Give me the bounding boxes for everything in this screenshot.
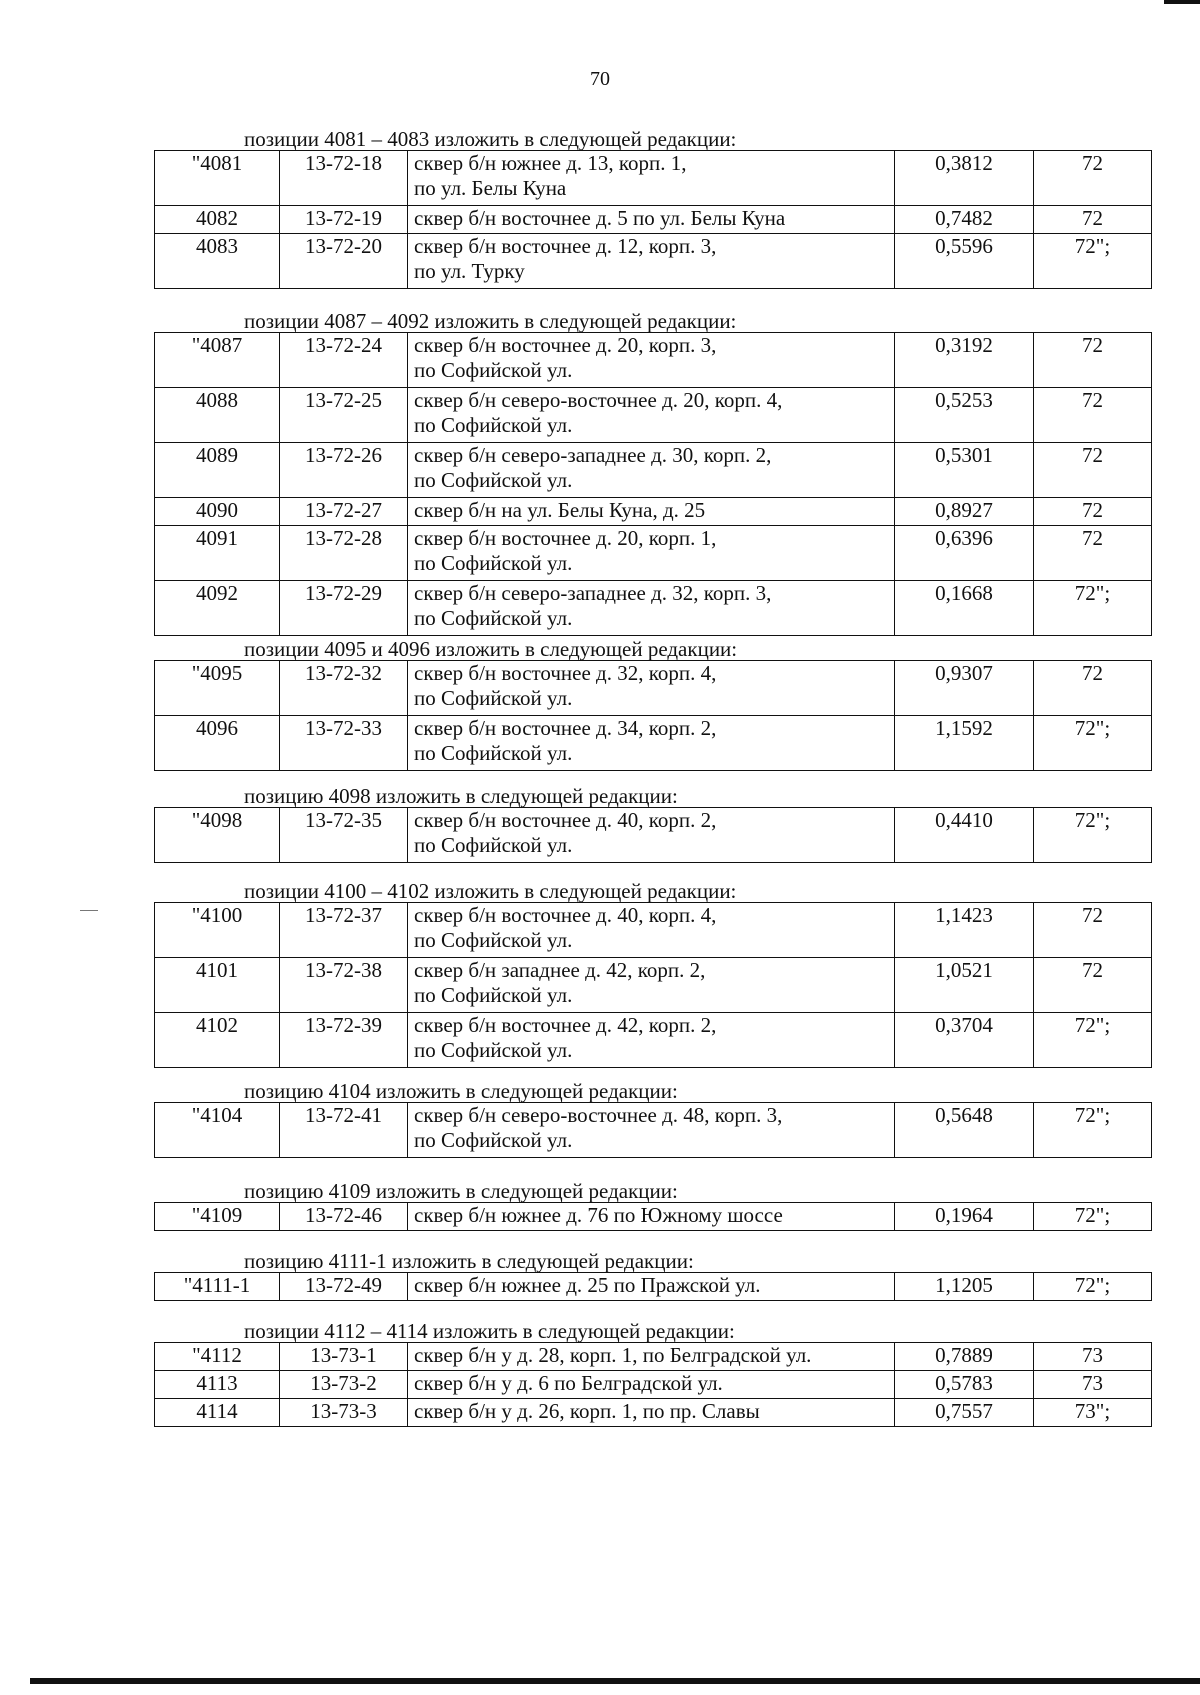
area-value-cell [895,498,1034,526]
description-line-2: по Софийской ул. [414,413,573,437]
registry-code: 13-72-39 [305,1013,382,1037]
position-number: "4100 [191,903,243,927]
area-value: 0,3704 [935,1013,993,1037]
zone-number: 72"; [1074,716,1111,740]
zone-number-cell [1034,234,1152,289]
area-value: 0,3812 [935,151,993,175]
area-value: 0,4410 [935,808,993,832]
area-value: 0,5253 [935,388,993,412]
zone-number-cell [1034,808,1152,863]
table-row [155,1013,1152,1068]
description-line-1: сквер б/н у д. 28, корп. 1, по Белградской ул. [414,1343,812,1367]
zone-number-cell [1034,1399,1152,1427]
area-value: 0,8927 [935,498,993,522]
position-number: 4090 [196,498,238,522]
positions-table [154,902,1152,1068]
registry-code-cell [280,333,408,388]
zone-number: 72 [1082,661,1103,685]
position-number: 4096 [196,716,238,740]
area-value: 0,9307 [935,661,993,685]
area-value: 0,5648 [935,1103,993,1127]
registry-code: 13-72-49 [305,1273,382,1297]
description-line-1: сквер б/н северо-западнее д. 30, корп. 2, [414,443,772,467]
description-line-1: сквер б/н южнее д. 13, корп. 1, [414,151,687,175]
registry-code-cell [280,661,408,716]
description-line-1: сквер б/н восточнее д. 34, корп. 2, [414,716,717,740]
registry-code-cell [280,958,408,1013]
area-value-cell [895,1013,1034,1068]
zone-number-cell [1034,1013,1152,1068]
description-line-1: сквер б/н у д. 6 по Белградской ул. [414,1371,723,1395]
registry-code: 13-72-20 [305,234,382,258]
description-line-2: по Софийской ул. [414,928,573,952]
table-row [155,1399,1152,1427]
registry-code: 13-72-37 [305,903,382,927]
area-value: 1,1423 [935,903,993,927]
position-number-cell [155,443,280,498]
area-value: 0,5783 [935,1371,993,1395]
area-value: 0,6396 [935,526,993,550]
description-line-1: сквер б/н южнее д. 25 по Пражской ул. [414,1273,761,1297]
description-line-1: сквер б/н восточнее д. 20, корп. 1, [414,526,717,550]
area-value: 1,1592 [935,716,993,740]
table-row [155,443,1152,498]
section-heading: позицию 4104 изложить в следующей редакции: [244,1079,678,1103]
position-number: "4095 [191,661,243,685]
position-number: "4098 [191,808,243,832]
section-heading: позиции 4087 – 4092 изложить в следующей редакции: [244,309,737,333]
zone-number-cell [1034,151,1152,206]
table-row [155,716,1152,771]
position-number: "4087 [191,333,243,357]
description-line-2: по Софийской ул. [414,833,573,857]
registry-code: 13-72-18 [305,151,382,175]
zone-number: 72 [1082,206,1103,230]
position-number-cell [155,206,280,234]
registry-code: 13-72-19 [305,206,382,230]
registry-code: 13-72-29 [305,581,382,605]
position-number: "4111-1 [183,1273,251,1297]
registry-code-cell [280,903,408,958]
area-value-cell [895,1273,1034,1301]
position-number-cell [155,661,280,716]
area-value: 0,7482 [935,206,993,230]
zone-number-cell [1034,388,1152,443]
position-section [154,785,1138,863]
area-value: 1,1205 [935,1273,993,1297]
area-value-cell [895,716,1034,771]
position-section [154,128,1138,289]
registry-code-cell [280,234,408,289]
registry-code-cell [280,1399,408,1427]
zone-number-cell [1034,526,1152,581]
position-number-cell [155,1103,280,1158]
object-description-cell [408,1103,895,1158]
position-number: 4114 [196,1399,238,1423]
zone-number-cell [1034,958,1152,1013]
zone-number: 72 [1082,151,1103,175]
object-description-cell [408,498,895,526]
area-value-cell [895,1371,1034,1399]
registry-code-cell [280,1203,408,1231]
zone-number-cell [1034,333,1152,388]
description-line-2: по Софийской ул. [414,1038,573,1062]
position-section [154,1080,1138,1158]
area-value-cell [895,958,1034,1013]
area-value-cell [895,206,1034,234]
position-section [154,638,1138,771]
zone-number-cell [1034,716,1152,771]
positions-table [154,1272,1152,1301]
registry-code: 13-72-46 [305,1203,382,1227]
table-row [155,1273,1152,1301]
position-number-cell [155,526,280,581]
object-description-cell [408,1343,895,1371]
description-line-1: сквер б/н восточнее д. 20, корп. 3, [414,333,717,357]
zone-number: 72"; [1074,1013,1111,1037]
zone-number-cell [1034,581,1152,636]
registry-code-cell [280,1343,408,1371]
area-value: 1,0521 [935,958,993,982]
area-value: 0,3192 [935,333,993,357]
description-line-1: сквер б/н южнее д. 76 по Южному шоссе [414,1203,783,1227]
zone-number: 72"; [1074,1203,1111,1227]
position-section [154,310,1138,636]
object-description-cell [408,151,895,206]
position-number-cell [155,1013,280,1068]
position-number: "4112 [192,1343,242,1367]
position-number: 4091 [196,526,238,550]
object-description-cell [408,1013,895,1068]
position-number: 4082 [196,206,238,230]
area-value-cell [895,234,1034,289]
area-value-cell [895,443,1034,498]
position-number: 4102 [196,1013,238,1037]
registry-code-cell [280,1273,408,1301]
description-line-1: сквер б/н западнее д. 42, корп. 2, [414,958,706,982]
positions-table [154,1102,1152,1158]
position-number: 4088 [196,388,238,412]
zone-number-cell [1034,903,1152,958]
position-number-cell [155,903,280,958]
position-number-cell [155,1371,280,1399]
position-number-cell [155,333,280,388]
object-description-cell [408,808,895,863]
description-line-1: сквер б/н на ул. Белы Куна, д. 25 [414,498,706,522]
description-line-2: по Софийской ул. [414,358,573,382]
registry-code: 13-72-27 [305,498,382,522]
zone-number: 72"; [1074,808,1111,832]
object-description-cell [408,1203,895,1231]
description-line-1: сквер б/н восточнее д. 32, корп. 4, [414,661,717,685]
zone-number: 72 [1082,333,1103,357]
description-line-1: сквер б/н северо-восточнее д. 20, корп. 4, [414,388,783,412]
position-section [154,880,1138,1068]
description-line-2: по Софийской ул. [414,686,573,710]
registry-code-cell [280,1103,408,1158]
section-heading: позиции 4100 – 4102 изложить в следующей редакции: [244,879,737,903]
zone-number-cell [1034,498,1152,526]
position-number: 4089 [196,443,238,467]
table-row [155,206,1152,234]
position-number-cell [155,388,280,443]
zone-number: 72"; [1074,1103,1111,1127]
table-row [155,581,1152,636]
description-line-2: по Софийской ул. [414,741,573,765]
zone-number: 72"; [1074,234,1111,258]
registry-code-cell [280,581,408,636]
table-row [155,1203,1152,1231]
position-number-cell [155,1273,280,1301]
registry-code-cell [280,808,408,863]
table-row [155,1343,1152,1371]
position-number: 4092 [196,581,238,605]
page-number: 70 [590,68,610,90]
zone-number-cell [1034,661,1152,716]
registry-code: 13-72-24 [305,333,382,357]
area-value-cell [895,1399,1034,1427]
registry-code: 13-72-32 [305,661,382,685]
description-line-1: сквер б/н восточнее д. 42, корп. 2, [414,1013,717,1037]
area-value-cell [895,661,1034,716]
registry-code: 13-72-33 [305,716,382,740]
description-line-2: по Софийской ул. [414,983,573,1007]
positions-table [154,1202,1152,1231]
description-line-1: сквер б/н северо-восточнее д. 48, корп. 3, [414,1103,783,1127]
description-line-2: по Софийской ул. [414,606,573,630]
area-value: 0,5596 [935,234,993,258]
zone-number: 72"; [1074,1273,1111,1297]
zone-number: 72 [1082,443,1103,467]
zone-number: 72 [1082,498,1103,522]
table-row [155,526,1152,581]
zone-number-cell [1034,1343,1152,1371]
registry-code-cell [280,498,408,526]
zone-number-cell [1034,206,1152,234]
zone-number: 73 [1082,1371,1103,1395]
position-number-cell [155,716,280,771]
description-line-1: сквер б/н у д. 26, корп. 1, по пр. Славы [414,1399,760,1423]
table-row [155,1371,1152,1399]
registry-code: 13-72-26 [305,443,382,467]
registry-code: 13-73-1 [310,1343,377,1367]
table-row [155,661,1152,716]
registry-code-cell [280,716,408,771]
object-description-cell [408,443,895,498]
position-number: "4109 [191,1203,243,1227]
registry-code-cell [280,1371,408,1399]
positions-table [154,1342,1152,1427]
position-section [154,1180,1138,1231]
object-description-cell [408,388,895,443]
registry-code-cell [280,526,408,581]
position-number-cell [155,1343,280,1371]
registry-code: 13-73-3 [310,1399,377,1423]
area-value-cell [895,333,1034,388]
position-number: 4083 [196,234,238,258]
registry-code-cell [280,206,408,234]
object-description-cell [408,661,895,716]
area-value-cell [895,1103,1034,1158]
position-number: 4113 [196,1371,238,1395]
zone-number-cell [1034,1203,1152,1231]
positions-table [154,332,1152,636]
section-heading: позиции 4095 и 4096 изложить в следующей редакции: [244,637,738,661]
area-value: 0,7557 [935,1399,993,1423]
table-row [155,1103,1152,1158]
area-value-cell [895,1343,1034,1371]
registry-code-cell [280,1013,408,1068]
position-number-cell [155,1203,280,1231]
description-line-1: сквер б/н восточнее д. 40, корп. 4, [414,903,717,927]
zone-number: 72"; [1074,581,1111,605]
table-row [155,958,1152,1013]
table-row [155,808,1152,863]
object-description-cell [408,1273,895,1301]
area-value: 0,1668 [935,581,993,605]
description-line-1: сквер б/н восточнее д. 5 по ул. Белы Куна [414,206,786,230]
section-heading: позицию 4098 изложить в следующей редакции: [244,784,678,808]
object-description-cell [408,526,895,581]
object-description-cell [408,903,895,958]
description-line-1: сквер б/н восточнее д. 40, корп. 2, [414,808,717,832]
table-row [155,333,1152,388]
position-number: 4101 [196,958,238,982]
position-number: "4081 [191,151,243,175]
area-value-cell [895,151,1034,206]
object-description-cell [408,581,895,636]
position-number-cell [155,581,280,636]
object-description-cell [408,958,895,1013]
table-row [155,151,1152,206]
table-row [155,234,1152,289]
position-number: "4104 [191,1103,243,1127]
position-number-cell [155,234,280,289]
registry-code-cell [280,443,408,498]
description-line-2: по Софийской ул. [414,468,573,492]
zone-number: 72 [1082,526,1103,550]
table-row [155,903,1152,958]
scan-corner-mark [1164,0,1200,4]
zone-number-cell [1034,1103,1152,1158]
area-value-cell [895,581,1034,636]
object-description-cell [408,333,895,388]
section-heading: позиции 4112 – 4114 изложить в следующей редакции: [244,1319,735,1343]
zone-number: 72 [1082,388,1103,412]
section-heading: позицию 4109 изложить в следующей редакции: [244,1179,678,1203]
positions-table [154,660,1152,771]
description-line-2: по ул. Белы Куна [414,176,567,200]
description-line-2: по Софийской ул. [414,551,573,575]
description-line-2: по Софийской ул. [414,1128,573,1152]
zone-number-cell [1034,1273,1152,1301]
positions-table [154,150,1152,289]
registry-code-cell [280,151,408,206]
object-description-cell [408,206,895,234]
object-description-cell [408,716,895,771]
section-heading: позицию 4111-1 изложить в следующей редакции: [244,1249,694,1273]
area-value: 0,7889 [935,1343,993,1367]
table-row [155,388,1152,443]
margin-mark [80,910,98,911]
table-row [155,498,1152,526]
zone-number-cell [1034,443,1152,498]
zone-number: 73"; [1074,1399,1111,1423]
area-value: 0,5301 [935,443,993,467]
description-line-1: сквер б/н северо-западнее д. 32, корп. 3, [414,581,772,605]
position-number-cell [155,1399,280,1427]
zone-number: 73 [1082,1343,1103,1367]
registry-code: 13-72-41 [305,1103,382,1127]
object-description-cell [408,234,895,289]
registry-code: 13-72-35 [305,808,382,832]
zone-number: 72 [1082,903,1103,927]
object-description-cell [408,1371,895,1399]
position-number-cell [155,808,280,863]
registry-code: 13-72-28 [305,526,382,550]
area-value-cell [895,526,1034,581]
zone-number-cell [1034,1371,1152,1399]
position-number-cell [155,498,280,526]
position-number-cell [155,958,280,1013]
zone-number: 72 [1082,958,1103,982]
area-value-cell [895,808,1034,863]
position-section [154,1320,1138,1427]
position-number-cell [155,151,280,206]
description-line-2: по ул. Турку [414,259,525,283]
object-description-cell [408,1399,895,1427]
area-value: 0,1964 [935,1203,993,1227]
registry-code: 13-73-2 [310,1371,377,1395]
area-value-cell [895,1203,1034,1231]
positions-table [154,807,1152,863]
section-heading: позиции 4081 – 4083 изложить в следующей редакции: [244,127,737,151]
position-section [154,1250,1138,1301]
registry-code: 13-72-25 [305,388,382,412]
area-value-cell [895,388,1034,443]
area-value-cell [895,903,1034,958]
registry-code-cell [280,388,408,443]
registry-code: 13-72-38 [305,958,382,982]
description-line-1: сквер б/н восточнее д. 12, корп. 3, [414,234,717,258]
bottom-rule [30,1678,1200,1684]
